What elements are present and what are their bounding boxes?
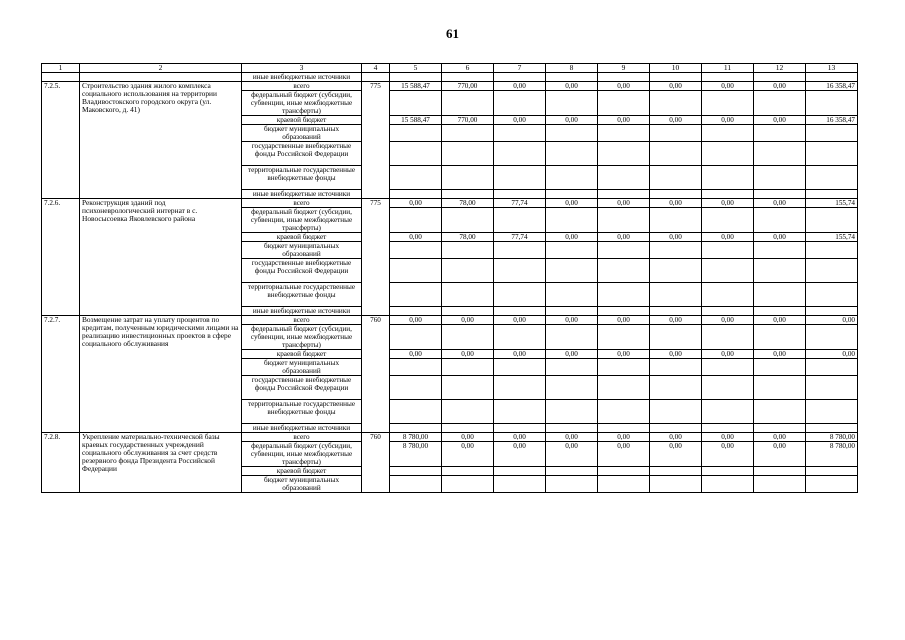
- item-code: 7.2.7.: [42, 316, 80, 433]
- table-row: [42, 199, 858, 208]
- empty-cell: [598, 208, 650, 233]
- value-cell: 0,00: [494, 442, 546, 467]
- value-cell: 78,00: [442, 233, 494, 242]
- empty-cell: [442, 125, 494, 142]
- empty-cell: [598, 376, 650, 400]
- value-cell: 0,00: [494, 116, 546, 125]
- empty-cell: [546, 359, 598, 376]
- value-cell: 16 358,47: [806, 82, 858, 91]
- empty-cell: [806, 283, 858, 307]
- value-cell: 155,74: [806, 233, 858, 242]
- empty-cell: [494, 376, 546, 400]
- empty-cell: [494, 166, 546, 190]
- empty-cell: [598, 307, 650, 316]
- empty-cell: [702, 283, 754, 307]
- budget-table: [41, 63, 858, 493]
- empty-cell: [598, 325, 650, 350]
- empty-cell: [754, 283, 806, 307]
- empty-cell: [442, 259, 494, 283]
- item-code: 7.2.5.: [42, 82, 80, 199]
- empty-cell: [494, 208, 546, 233]
- empty-cell: [546, 376, 598, 400]
- funding-source-label: государственные внебюджетные фонды Российской Федерации: [242, 376, 362, 400]
- empty-cell: [494, 424, 546, 433]
- empty-cell: [546, 242, 598, 259]
- value-cell: 0,00: [442, 433, 494, 442]
- funding-source-label: государственные внебюджетные фонды Российской Федерации: [242, 259, 362, 283]
- item-name: Реконструкция зданий под психоневрологический интернат в с. Новосысоевка Яковлевского района: [80, 199, 242, 316]
- empty-cell: [494, 91, 546, 116]
- value-cell: 0,00: [754, 82, 806, 91]
- header-row: [42, 64, 858, 73]
- value-cell: 0,00: [650, 442, 702, 467]
- value-cell: 0,00: [390, 350, 442, 359]
- empty-cell: [546, 125, 598, 142]
- value-cell: 0,00: [598, 82, 650, 91]
- empty-cell: [442, 166, 494, 190]
- value-cell: 0,00: [546, 233, 598, 242]
- empty-cell: [442, 467, 494, 476]
- empty-cell: [598, 400, 650, 424]
- empty-cell: [702, 476, 754, 493]
- funding-source-label: бюджет муниципальных образований: [242, 242, 362, 259]
- value-cell: 0,00: [546, 350, 598, 359]
- empty-cell: [650, 142, 702, 166]
- funding-source-label: территориальные государственные внебюджетные фонды: [242, 166, 362, 190]
- value-cell: 0,00: [598, 199, 650, 208]
- value-cell: 0,00: [598, 350, 650, 359]
- empty-cell: [650, 467, 702, 476]
- empty-cell: [650, 424, 702, 433]
- empty-cell: [806, 242, 858, 259]
- empty-cell: [494, 307, 546, 316]
- empty-cell: [806, 467, 858, 476]
- empty-cell: [598, 142, 650, 166]
- empty-cell: [598, 424, 650, 433]
- empty-cell: [806, 259, 858, 283]
- empty-cell: [754, 359, 806, 376]
- value-cell: 0,00: [494, 82, 546, 91]
- funding-source-label: бюджет муниципальных образований: [242, 125, 362, 142]
- empty-cell: [598, 125, 650, 142]
- empty-cell: [806, 208, 858, 233]
- empty-cell: [494, 476, 546, 493]
- value-cell: 0,00: [702, 233, 754, 242]
- empty-cell: [546, 476, 598, 493]
- empty-cell: [702, 424, 754, 433]
- funding-source-label: территориальные государственные внебюджетные фонды: [242, 400, 362, 424]
- funding-source-label: федеральный бюджет (субсидии, субвенции, иные межбюджетные трансферты): [242, 442, 362, 467]
- funding-source-label: краевой бюджет: [242, 350, 362, 359]
- empty-cell: [806, 307, 858, 316]
- funding-source-label: федеральный бюджет (субсидии, субвенции, иные межбюджетные трансферты): [242, 325, 362, 350]
- empty-cell: [546, 400, 598, 424]
- empty-cell: [546, 467, 598, 476]
- value-cell: 0,00: [598, 433, 650, 442]
- value-cell: 0,00: [390, 199, 442, 208]
- empty-cell: [650, 283, 702, 307]
- value-cell: 0,00: [546, 82, 598, 91]
- empty-cell: [442, 242, 494, 259]
- empty-cell: [702, 208, 754, 233]
- table-body: [42, 64, 858, 493]
- value-cell: 0,00: [754, 350, 806, 359]
- value-cell: 0,00: [702, 433, 754, 442]
- table-row: [42, 73, 858, 82]
- empty-cell: [650, 91, 702, 116]
- empty-cell: [598, 190, 650, 199]
- empty-cell: [442, 142, 494, 166]
- value-cell: 15 588,47: [390, 116, 442, 125]
- empty-cell: [598, 166, 650, 190]
- empty-cell: [702, 259, 754, 283]
- header-cell: 13: [806, 64, 858, 73]
- empty-cell: [390, 208, 442, 233]
- empty-cell: [650, 307, 702, 316]
- empty-cell: [754, 208, 806, 233]
- empty-cell: [494, 259, 546, 283]
- value-cell: 8 780,00: [806, 442, 858, 467]
- empty-cell: [650, 190, 702, 199]
- value-cell: 0,00: [806, 316, 858, 325]
- empty-cell: [390, 424, 442, 433]
- value-cell: 16 358,47: [806, 116, 858, 125]
- empty-cell: [754, 325, 806, 350]
- empty-cell: [442, 325, 494, 350]
- empty-cell: [650, 166, 702, 190]
- value-cell: 0,00: [650, 316, 702, 325]
- empty-cell: [754, 424, 806, 433]
- empty-cell: [598, 283, 650, 307]
- empty-cell: [650, 400, 702, 424]
- empty-cell: [650, 359, 702, 376]
- empty-cell: [546, 190, 598, 199]
- funding-source-label: всего: [242, 199, 362, 208]
- empty-cell: [702, 190, 754, 199]
- value-cell: 0,00: [650, 433, 702, 442]
- table-row: [42, 316, 858, 325]
- empty-cell: [442, 376, 494, 400]
- empty-cell: [650, 125, 702, 142]
- empty-cell: [702, 125, 754, 142]
- empty-cell: [390, 467, 442, 476]
- table-row: [42, 433, 858, 442]
- value-cell: 0,00: [806, 350, 858, 359]
- empty-cell: [754, 91, 806, 116]
- value-cell: 0,00: [546, 199, 598, 208]
- empty-cell: [546, 307, 598, 316]
- value-cell: 8 780,00: [390, 442, 442, 467]
- empty-cell: [702, 400, 754, 424]
- funding-source-label: бюджет муниципальных образований: [242, 359, 362, 376]
- value-cell: 0,00: [390, 233, 442, 242]
- empty-cell: [806, 400, 858, 424]
- empty-cell: [546, 91, 598, 116]
- empty-cell: [754, 476, 806, 493]
- header-cell: 8: [546, 64, 598, 73]
- value-cell: 155,74: [806, 199, 858, 208]
- value-cell: 0,00: [598, 442, 650, 467]
- empty-cell: [754, 190, 806, 199]
- funding-source-label: иные внебюджетные источники: [242, 190, 362, 199]
- item-name: Укрепление материально-технической базы краевых государственных учреждений социального обслуживания за счет средств резервного фонда Президента Российской Федерации: [80, 433, 242, 493]
- value-cell: 0,00: [494, 350, 546, 359]
- empty-cell: [754, 467, 806, 476]
- header-cell: 10: [650, 64, 702, 73]
- value-cell: 0,00: [754, 442, 806, 467]
- empty-cell: [494, 325, 546, 350]
- empty-cell: [806, 325, 858, 350]
- item-code: 7.2.8.: [42, 433, 80, 493]
- value-cell: 77,74: [494, 233, 546, 242]
- empty-cell: [806, 359, 858, 376]
- item-code: 7.2.6.: [42, 199, 80, 316]
- empty-cell: [390, 359, 442, 376]
- empty-cell: [598, 476, 650, 493]
- empty-cell: [702, 242, 754, 259]
- empty-cell: [806, 166, 858, 190]
- funding-source-label: государственные внебюджетные фонды Российской Федерации: [242, 142, 362, 166]
- empty-cell: [806, 376, 858, 400]
- empty-cell: [702, 91, 754, 116]
- empty-cell: [650, 208, 702, 233]
- empty-cell: [806, 476, 858, 493]
- empty-cell: [494, 242, 546, 259]
- empty-cell: [598, 242, 650, 259]
- empty-cell: [650, 476, 702, 493]
- empty-cell: [702, 376, 754, 400]
- value-cell: 0,00: [754, 233, 806, 242]
- funding-source-label: краевой бюджет: [242, 233, 362, 242]
- value-cell: 0,00: [702, 350, 754, 359]
- empty-cell: [702, 359, 754, 376]
- empty-cell: [442, 424, 494, 433]
- empty-cell: [546, 259, 598, 283]
- empty-cell: [598, 91, 650, 116]
- empty-cell: [702, 467, 754, 476]
- value-cell: 0,00: [598, 233, 650, 242]
- empty-cell: [442, 190, 494, 199]
- empty-cell: [806, 91, 858, 116]
- funding-source-label: федеральный бюджет (субсидии, субвенции, иные межбюджетные трансферты): [242, 208, 362, 233]
- value-cell: 0,00: [494, 433, 546, 442]
- empty-cell: [494, 359, 546, 376]
- empty-cell: [754, 376, 806, 400]
- header-cell: 11: [702, 64, 754, 73]
- value-cell: 0,00: [546, 116, 598, 125]
- empty-cell: [390, 190, 442, 199]
- value-cell: 0,00: [650, 82, 702, 91]
- value-cell: 0,00: [442, 350, 494, 359]
- kbk-code: 775: [362, 82, 390, 199]
- empty-cell: [546, 166, 598, 190]
- value-cell: 0,00: [702, 82, 754, 91]
- empty-cell: [390, 166, 442, 190]
- empty-cell: [442, 476, 494, 493]
- value-cell: 0,00: [598, 316, 650, 325]
- empty-cell: [546, 142, 598, 166]
- empty-cell: [494, 400, 546, 424]
- empty-cell: [598, 467, 650, 476]
- value-cell: 0,00: [702, 316, 754, 325]
- empty-cell: [546, 325, 598, 350]
- empty-cell: [598, 259, 650, 283]
- funding-source-label: краевой бюджет: [242, 116, 362, 125]
- item-name: Строительство здания жилого комплекса социального использования на территории Владивостокского городского округа (ул. Маковского, д. 41): [80, 82, 242, 199]
- item-name: Возмещение затрат на уплату процентов по кредитам, полученным юридическими лицами на реализацию инвестиционных проектов в сфере социального обслуживания: [80, 316, 242, 433]
- header-cell: 6: [442, 64, 494, 73]
- empty-cell: [442, 307, 494, 316]
- value-cell: 0,00: [650, 116, 702, 125]
- kbk-code: 760: [362, 316, 390, 433]
- empty-cell: [650, 376, 702, 400]
- value-cell: 0,00: [702, 116, 754, 125]
- empty-cell: [390, 142, 442, 166]
- value-cell: 0,00: [702, 199, 754, 208]
- empty-cell: [702, 307, 754, 316]
- value-cell: 770,00: [442, 82, 494, 91]
- value-cell: 0,00: [546, 442, 598, 467]
- page-number: 61: [446, 26, 459, 41]
- empty-cell: [650, 325, 702, 350]
- header-cell: 3: [242, 64, 362, 73]
- empty-cell: [754, 166, 806, 190]
- empty-cell: [702, 325, 754, 350]
- empty-cell: [442, 359, 494, 376]
- value-cell: 77,74: [494, 199, 546, 208]
- empty-cell: [702, 142, 754, 166]
- empty-cell: [494, 142, 546, 166]
- empty-cell: [390, 283, 442, 307]
- header-cell: 9: [598, 64, 650, 73]
- empty-cell: [546, 283, 598, 307]
- value-cell: 8 780,00: [806, 433, 858, 442]
- value-cell: 0,00: [754, 199, 806, 208]
- kbk-code: 775: [362, 199, 390, 316]
- value-cell: 78,00: [442, 199, 494, 208]
- funding-source-label: всего: [242, 82, 362, 91]
- empty-cell: [754, 125, 806, 142]
- empty-cell: [390, 259, 442, 283]
- value-cell: 0,00: [650, 233, 702, 242]
- value-cell: 770,00: [442, 116, 494, 125]
- empty-cell: [390, 125, 442, 142]
- empty-cell: [598, 359, 650, 376]
- value-cell: 0,00: [546, 316, 598, 325]
- empty-cell: [494, 467, 546, 476]
- value-cell: 0,00: [442, 316, 494, 325]
- value-cell: 0,00: [650, 199, 702, 208]
- funding-source-label: всего: [242, 316, 362, 325]
- header-cell: 1: [42, 64, 80, 73]
- empty-cell: [442, 283, 494, 307]
- empty-cell: [494, 283, 546, 307]
- funding-source-label: краевой бюджет: [242, 467, 362, 476]
- empty-cell: [442, 91, 494, 116]
- empty-cell: [806, 190, 858, 199]
- empty-cell: [650, 259, 702, 283]
- empty-cell: [390, 307, 442, 316]
- funding-source-label: иные внебюджетные источники: [242, 307, 362, 316]
- header-cell: 4: [362, 64, 390, 73]
- empty-cell: [754, 307, 806, 316]
- table-row: [42, 82, 858, 91]
- value-cell: 0,00: [754, 433, 806, 442]
- value-cell: 0,00: [442, 442, 494, 467]
- empty-cell: [390, 325, 442, 350]
- kbk-code: 760: [362, 433, 390, 493]
- empty-cell: [494, 125, 546, 142]
- empty-cell: [494, 190, 546, 199]
- funding-source-label: иные внебюджетные источники: [242, 424, 362, 433]
- value-cell: 8 780,00: [390, 433, 442, 442]
- empty-cell: [390, 242, 442, 259]
- empty-cell: [442, 208, 494, 233]
- empty-cell: [806, 142, 858, 166]
- empty-cell: [650, 242, 702, 259]
- value-cell: 0,00: [546, 433, 598, 442]
- value-cell: 0,00: [650, 350, 702, 359]
- empty-cell: [754, 242, 806, 259]
- empty-cell: [702, 166, 754, 190]
- value-cell: 0,00: [390, 316, 442, 325]
- empty-cell: [806, 424, 858, 433]
- empty-cell: [442, 400, 494, 424]
- value-cell: 0,00: [598, 116, 650, 125]
- value-cell: 0,00: [754, 316, 806, 325]
- value-cell: 15 588,47: [390, 82, 442, 91]
- header-cell: 2: [80, 64, 242, 73]
- funding-source-label: территориальные государственные внебюджетные фонды: [242, 283, 362, 307]
- empty-cell: [546, 424, 598, 433]
- empty-cell: [806, 125, 858, 142]
- funding-source-label: иные внебюджетные источники: [242, 73, 362, 82]
- funding-source-label: федеральный бюджет (субсидии, субвенции, иные межбюджетные трансферты): [242, 91, 362, 116]
- value-cell: 0,00: [754, 116, 806, 125]
- empty-cell: [546, 208, 598, 233]
- empty-cell: [390, 476, 442, 493]
- funding-source-label: бюджет муниципальных образований: [242, 476, 362, 493]
- empty-cell: [754, 400, 806, 424]
- value-cell: 0,00: [702, 442, 754, 467]
- empty-cell: [390, 91, 442, 116]
- empty-cell: [754, 259, 806, 283]
- header-cell: 7: [494, 64, 546, 73]
- header-cell: 5: [390, 64, 442, 73]
- funding-source-label: всего: [242, 433, 362, 442]
- empty-cell: [390, 376, 442, 400]
- header-cell: 12: [754, 64, 806, 73]
- empty-cell: [754, 142, 806, 166]
- empty-cell: [390, 400, 442, 424]
- value-cell: 0,00: [494, 316, 546, 325]
